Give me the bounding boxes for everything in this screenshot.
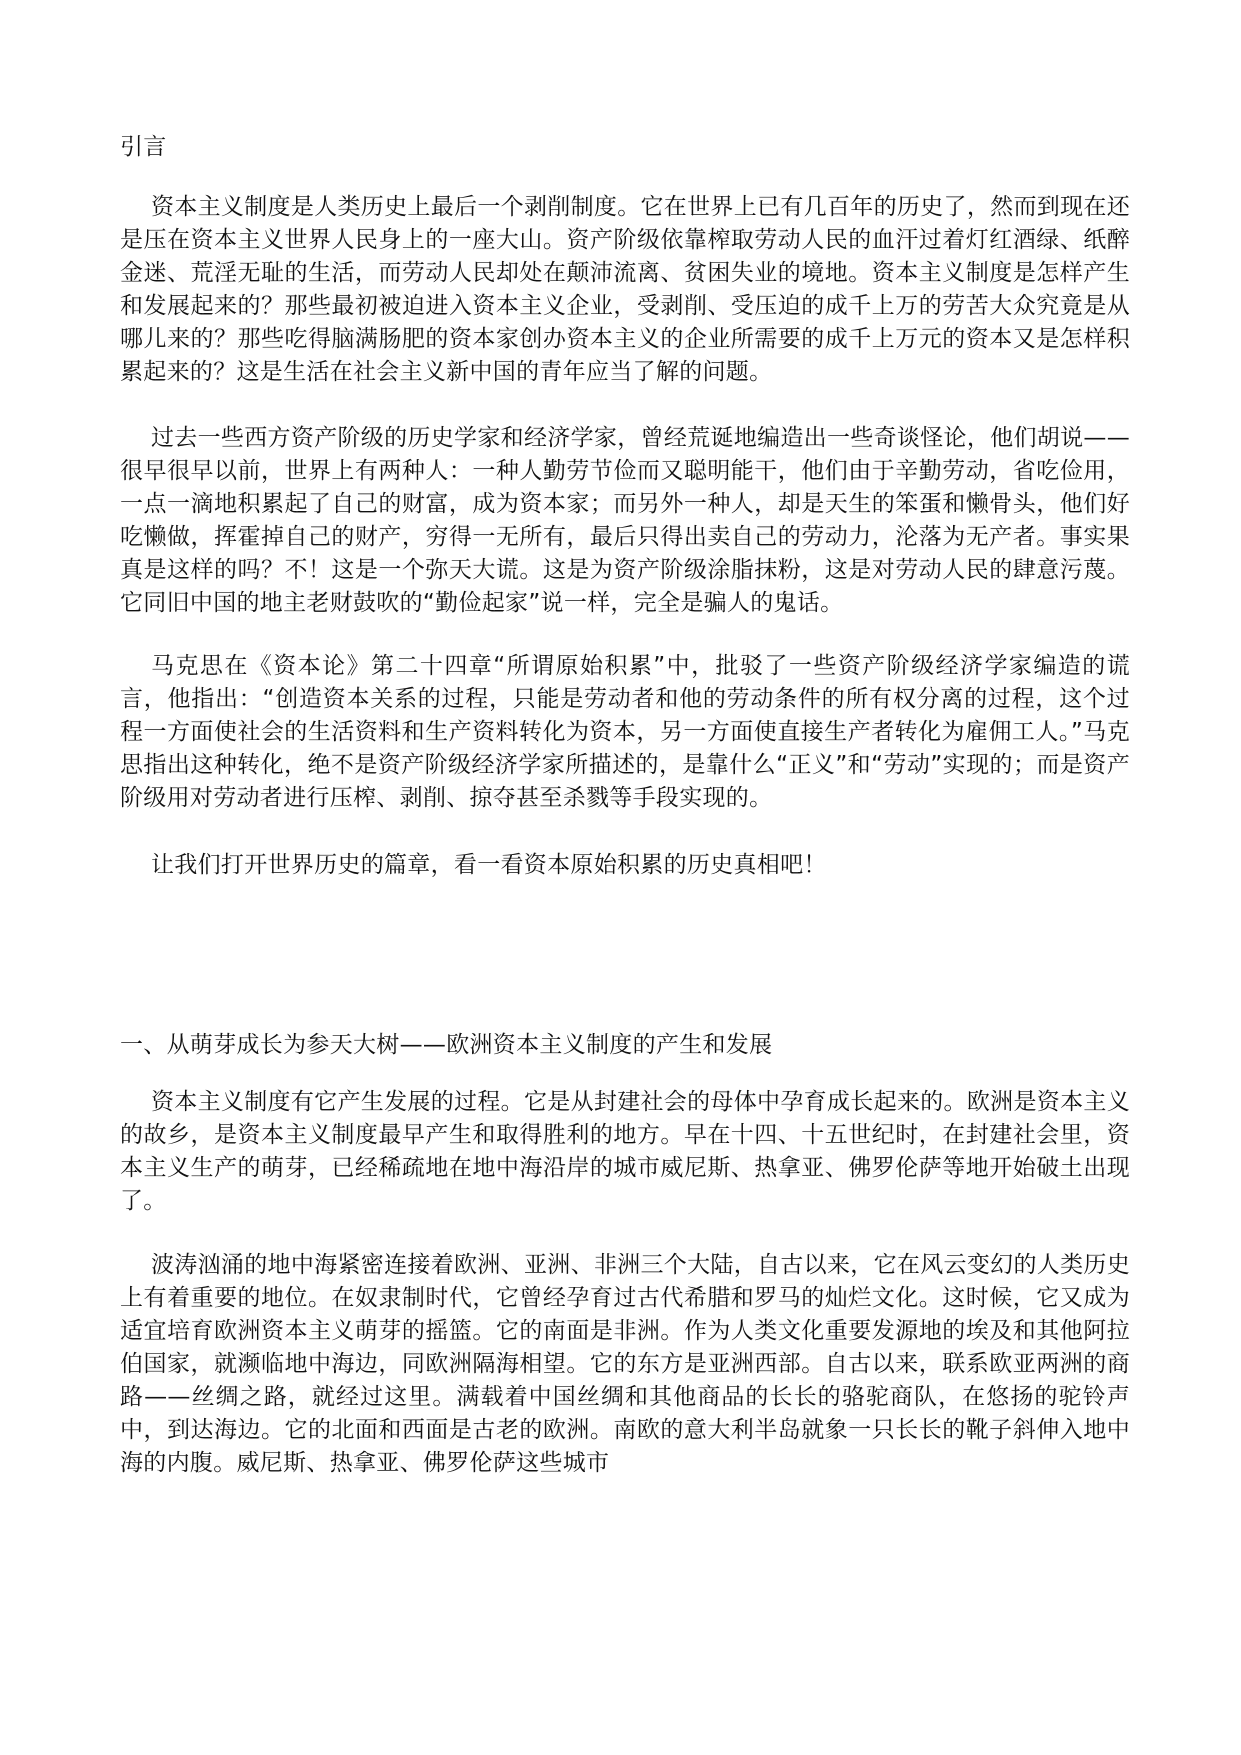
intro-heading: 引言 — [120, 134, 167, 160]
chapter1-heading: 一、从萌芽成长为参天大树——欧洲资本主义制度的产生和发展 — [120, 1032, 773, 1058]
chapter1-paragraph-1: 资本主义制度有它产生发展的过程。它是从封建社会的母体中孕育成长起来的。欧洲是资本主义的故乡，是资本主义制度最早产生和取得胜利的地方。早在十四、十五世纪时，在封建社会里，资本主义生产的萌芽，已经稀疏地在地中海沿岸的城市威尼斯、热拿亚、佛罗伦萨等地开始破土出现了。 — [120, 1089, 1130, 1214]
intro-paragraph-2: 过去一些西方资产阶级的历史学家和经济学家，曾经荒诞地编造出一些奇谈怪论，他们胡说——很早很早以前，世界上有两种人：一种人勤劳节俭而又聪明能干，他们由于辛勤劳动，省吃俭用，一点一滴地积累起了自己的财富，成为资本家；而另外一种人，却是天生的笨蛋和懒骨头，他们好吃懒做，挥霍掉自己的财产，穷得一无所有，最后只得出卖自己的劳动力，沦落为无产者。事实果真是这样的吗？不！这是一个弥天大谎。这是为资产阶级涂脂抹粉，这是对劳动人民的肆意污蔑。它同旧中国的地主老财鼓吹的“勤俭起家”说一样，完全是骗人的鬼话。 — [120, 425, 1130, 616]
intro-paragraph-4: 让我们打开世界历史的篇章，看一看资本原始积累的历史真相吧！ — [151, 852, 827, 878]
intro-paragraph-1: 资本主义制度是人类历史上最后一个剥削制度。它在世界上已有几百年的历史了，然而到现在还是压在资本主义世界人民身上的一座大山。资产阶级依靠榨取劳动人民的血汗过着灯红酒绿、纸醉金迷、荒淫无耻的生活，而劳动人民却处在颠沛流离、贫困失业的境地。资本主义制度是怎样产生和发展起来的？那些最初被迫进入资本主义企业，受剥削、受压迫的成千上万的劳苦大众究竟是从哪儿来的？那些吃得脑满肠肥的资本家创办资本主义的企业所需要的成千上万元的资本又是怎样积累起来的？这是生活在社会主义新中国的青年应当了解的问题。 — [120, 194, 1130, 385]
chapter1-paragraph-2: 波涛汹涌的地中海紧密连接着欧洲、亚洲、非洲三个大陆，自古以来，它在风云变幻的人类历史上有着重要的地位。在奴隶制时代，它曾经孕育过古代希腊和罗马的灿烂文化。这时候，它又成为适宜培育欧洲资本主义萌芽的摇篮。它的南面是非洲。作为人类文化重要发源地的埃及和其他阿拉伯国家，就濒临地中海边，同欧洲隔海相望。它的东方是亚洲西部。自古以来，联系欧亚两洲的商路——丝绸之路，就经过这里。满载着中国丝绸和其他商品的长长的骆驼商队，在悠扬的驼铃声中，到达海边。它的北面和西面是古老的欧洲。南欧的意大利半岛就象一只长长的靴子斜伸入地中海的内腹。威尼斯、热拿亚、佛罗伦萨这些城市 — [120, 1252, 1130, 1476]
intro-paragraph-3: 马克思在《资本论》第二十四章“所谓原始积累”中，批驳了一些资产阶级经济学家编造的谎言，他指出：“创造资本关系的过程，只能是劳动者和他的劳动条件的所有权分离的过程，这个过程一方面使社会的生活资料和生产资料转化为资本，另一方面使直接生产者转化为雇佣工人。”马克思指出这种转化，绝不是资产阶级经济学家所描述的，是靠什么“正义”和“劳动”实现的；而是资产阶级用对劳动者进行压榨、剥削、掠夺甚至杀戮等手段实现的。 — [120, 653, 1130, 811]
